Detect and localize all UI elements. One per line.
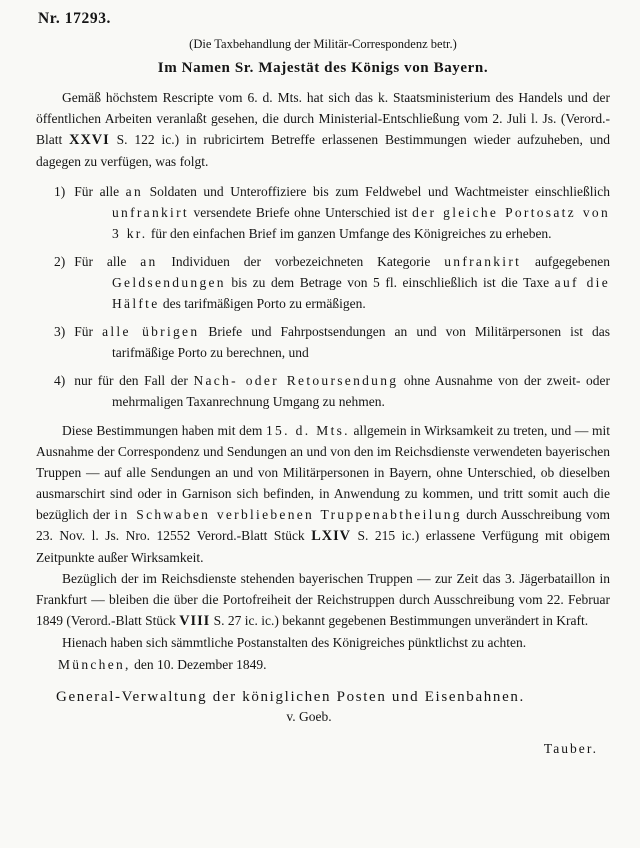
provision-item-1 [36,181,610,244]
provisions-list [36,181,610,412]
provision-text: Für alle übrigen Briefe und Fahrpostsendungen an und von Militärpersonen ist das tarifmäßige Porto zu berechnen, und [74,324,610,360]
provision-number: 3) [54,324,66,339]
provision-text: nur für den Fall der Nach- oder Retoursendung ohne Ausnahme von der zweit- oder mehrmaligen Taxanrechnung Umgang zu nehmen. [74,373,610,409]
provision-text: Für alle an Individuen der vorbezeichneten Kategorie unfrankirt aufgegebenen Geldsendungen bis zu dem Betrage von 5 fl. einschließlich ist die Taxe auf die Hälfte des tarifmäßigen Porto zu ermäßigen. [74,254,611,311]
provision-text: Für alle an Soldaten und Unteroffiziere bis zum Feldwebel und Wachtmeister einschließlich unfrankirt versendete Briefe ohne Unterschied ist der gleiche Portosatz von 3 kr. für den einfachen Brief im ganzen Umfange des Königreiches zu erheben. [74,184,610,241]
reich-troops-paragraph: Bezüglich der im Reichsdienste stehenden bayerischen Truppen — zur Zeit das 3. Jägerbataillon in Frankfurt — bleiben die über die Portofreiheit der Reichstruppen durch Ausschreibung vom 22. Februar 1849 (Verord.-Blatt Stück VIII S. 27 ic. ic.) bekannt gegebenen Bestimmungen unverändert in Kraft. [36,571,610,629]
signature-name: v. Goeb. [286,708,332,724]
royal-proclamation: Im Namen Sr. Majestät des Königs von Bayern. [157,60,489,76]
closing-instruction-line: Hienach haben sich sämmtliche Postanstalten des Königreiches pünktlichst zu achten. [62,635,527,650]
provision-item-2 [36,251,610,314]
provision-item-3 [36,321,610,363]
provision-number: 1) [54,184,66,199]
intro-paragraph: Gemäß höchstem Rescripte vom 6. d. Mts. hat sich das k. Staatsministerium des Handels und der öffentlichen Arbeiten veranlaßt gesehen, die durch Ministerial-Entschließung vom 2. Juli l. Js. (Verord.-Blatt XXVI S. 122 ic.) in rubricirtem Betreffe erlassenen Bestimmungen wieder aufzuheben, und dagegen zu verfügen, was folgt. [36,90,611,169]
dateline: München, den 10. Dezember 1849. [58,657,267,672]
provision-number: 2) [54,254,66,269]
countersignature-name: Tauber. [543,740,598,756]
provision-item-4 [36,370,610,412]
subject-line: (Die Taxbehandlung der Militär-Correspondenz betr.) [189,37,457,51]
effective-date-paragraph: Diese Bestimmungen haben mit dem 15. d. Mts. allgemein in Wirksamkeit zu treten, und — mit Ausnahme der Correspondenz und Sendungen an und von den im Reichsdienste verwendeten bayerischen Truppen — auf alle Sendungen an und von Militärpersonen in Bayern, ohne Unterschied, ob dieselben ausmarschirt sind oder in Garnison sich befinden, in Anwendung zu kommen, und tritt somit auch die bezüglich der in Schwaben verbliebenen Truppenabtheilung durch Ausschreibung vom 23. Nov. l. Js. Nro. 12552 Verord.-Blatt Stück LXIV S. 215 ic.) erlassene Verfügung mit obigem Zeitpunkte außer Wirksamkeit. [36,423,610,565]
document-number: Nr. 17293. [38,10,112,27]
signature-organization: General-Verwaltung der königlichen Posten und Eisenbahnen. [56,688,525,705]
provision-number: 4) [54,373,66,388]
